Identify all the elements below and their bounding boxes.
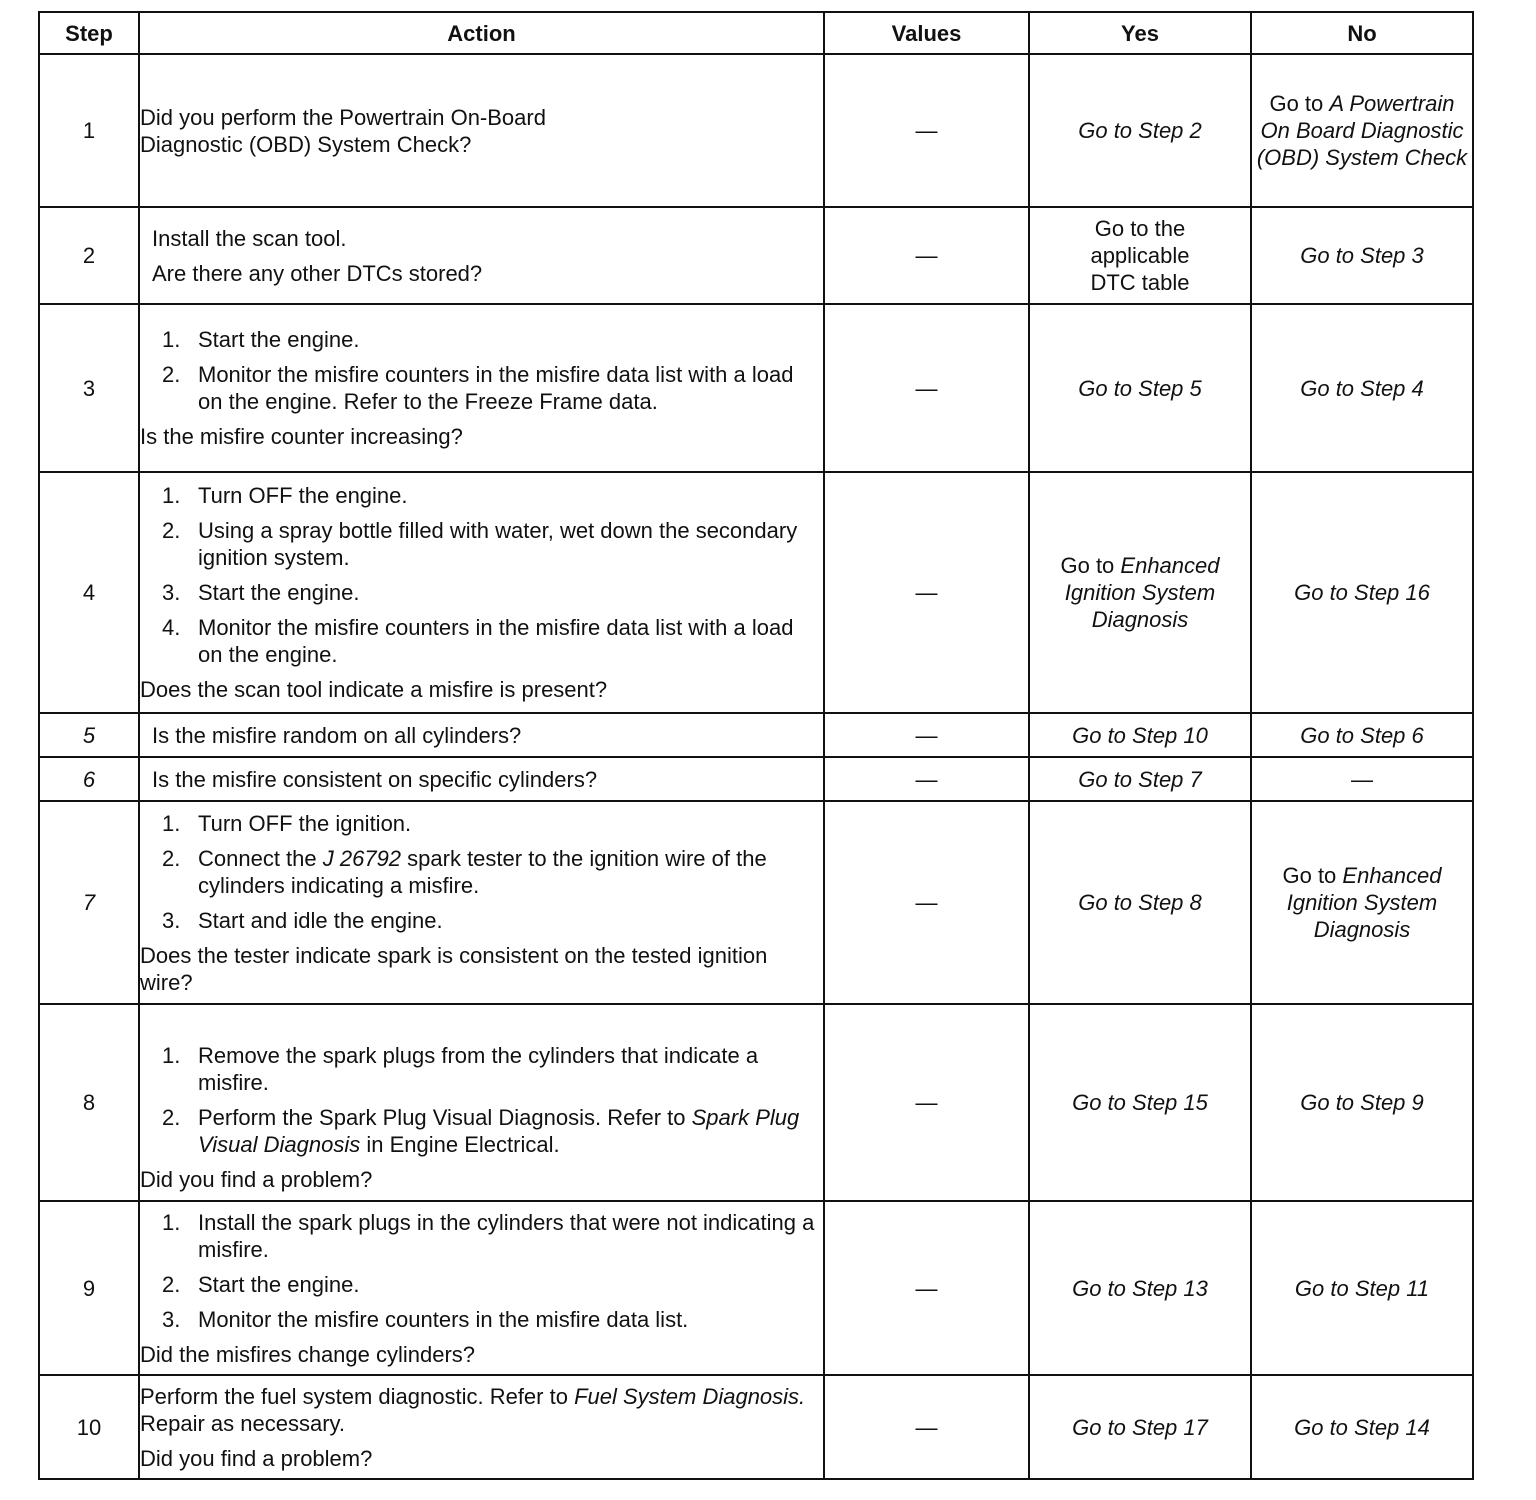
action-step bbox=[140, 1209, 823, 1263]
dash-value: — bbox=[915, 766, 938, 792]
link-ref: A Powertrain On Board Diagnostic (OBD) System Check bbox=[1256, 91, 1468, 170]
table-row bbox=[39, 54, 1473, 207]
action-question: Are there any other DTCs stored? bbox=[152, 260, 483, 286]
action-step bbox=[140, 1306, 823, 1333]
table-row bbox=[39, 757, 1473, 801]
no-link[interactable]: Go to Step 4 bbox=[1300, 375, 1424, 401]
action-question: Did you find a problem? bbox=[140, 1167, 373, 1192]
doc-ref[interactable]: Spark Plug Visual Diagnosis bbox=[198, 1105, 800, 1157]
action-question: Is the misfire counter increasing? bbox=[140, 424, 463, 449]
link-ref: Enhanced Ignition System Diagnosis bbox=[1064, 553, 1220, 632]
yes-link[interactable]: Go to Step 2 bbox=[1078, 118, 1202, 143]
action-cell bbox=[139, 713, 824, 757]
yes-link[interactable]: Go to Step 8 bbox=[1078, 890, 1202, 915]
step-number: 7 bbox=[39, 801, 139, 1004]
action-instruction bbox=[140, 1383, 823, 1437]
link-prefix: Go to bbox=[1269, 91, 1330, 116]
step-index: 3. bbox=[162, 907, 181, 933]
step-index: 1. bbox=[162, 1209, 181, 1235]
values-cell bbox=[824, 304, 1029, 472]
action-steps bbox=[140, 482, 823, 668]
step-index: 4. bbox=[162, 615, 181, 640]
yes-cell bbox=[1029, 1375, 1251, 1479]
instruction-text: Perform the fuel system diagnostic. Refer to bbox=[140, 1383, 575, 1409]
values-cell bbox=[824, 472, 1029, 713]
step-index: 1. bbox=[162, 1043, 181, 1068]
header-values: Values bbox=[824, 12, 1029, 54]
no-link[interactable]: Go to Step 11 bbox=[1294, 1275, 1430, 1301]
yes-link[interactable]: Go to the applicable DTC table bbox=[1090, 216, 1190, 295]
no-link[interactable]: Go to Step 9 bbox=[1300, 1090, 1424, 1115]
tool-name: J 26792 bbox=[322, 845, 402, 871]
dash-value: — bbox=[915, 1275, 938, 1301]
action-step bbox=[140, 579, 823, 606]
step-number: 10 bbox=[39, 1375, 139, 1479]
step-text: Monitor the misfire counters in the misfire data list. bbox=[198, 1306, 689, 1332]
no-cell bbox=[1251, 713, 1473, 757]
instruction-text: Repair as necessary. bbox=[140, 1410, 346, 1436]
step-text: spark tester to the ignition wire of the cylinders indicating a misfire. bbox=[198, 845, 767, 898]
action-step bbox=[140, 482, 823, 509]
link-ref: Enhanced Ignition System Diagnosis bbox=[1286, 863, 1442, 942]
action-question: Did you find a problem? bbox=[140, 1445, 373, 1471]
action-question: Is the misfire consistent on specific cylinders? bbox=[152, 766, 598, 792]
no-link[interactable]: Go to Step 16 bbox=[1294, 580, 1430, 605]
step-text: Turn OFF the engine. bbox=[198, 483, 408, 508]
yes-cell bbox=[1029, 472, 1251, 713]
table-row bbox=[39, 207, 1473, 304]
no-link[interactable]: Go to Step 6 bbox=[1300, 722, 1424, 748]
no-link[interactable] bbox=[1282, 863, 1441, 942]
dash-value: — bbox=[915, 580, 938, 605]
yes-cell bbox=[1029, 757, 1251, 801]
action-step bbox=[140, 517, 823, 571]
yes-cell bbox=[1029, 54, 1251, 207]
no-cell bbox=[1251, 54, 1473, 207]
step-text: Remove the spark plugs from the cylinders that indicate a misfire. bbox=[198, 1043, 759, 1095]
dash-value: — bbox=[915, 1414, 938, 1440]
step-index: 2. bbox=[162, 1105, 181, 1130]
yes-cell bbox=[1029, 1201, 1251, 1375]
yes-link[interactable]: Go to Step 15 bbox=[1072, 1090, 1208, 1115]
no-cell bbox=[1251, 472, 1473, 713]
action-steps bbox=[140, 810, 823, 934]
action-step bbox=[140, 326, 823, 353]
action-cell bbox=[139, 54, 824, 207]
table-row bbox=[39, 304, 1473, 472]
yes-link[interactable]: Go to Step 17 bbox=[1072, 1414, 1208, 1440]
yes-cell bbox=[1029, 207, 1251, 304]
values-cell bbox=[824, 713, 1029, 757]
yes-link[interactable]: Go to Step 10 bbox=[1072, 722, 1208, 748]
step-number: 8 bbox=[39, 1004, 139, 1201]
step-text: Start and idle the engine. bbox=[198, 907, 443, 933]
dash-value: — bbox=[1351, 766, 1373, 792]
action-cell bbox=[139, 304, 824, 472]
step-number: 6 bbox=[39, 757, 139, 801]
action-cell bbox=[139, 757, 824, 801]
values-cell bbox=[824, 757, 1029, 801]
action-step bbox=[140, 1104, 823, 1158]
yes-link[interactable]: Go to Step 13 bbox=[1072, 1275, 1208, 1301]
header-step: Step bbox=[39, 12, 139, 54]
step-text: Start the engine. bbox=[198, 1271, 360, 1297]
action-cell bbox=[139, 207, 824, 304]
action-steps bbox=[140, 326, 823, 415]
step-text: Turn OFF the ignition. bbox=[198, 810, 412, 836]
values-cell bbox=[824, 1201, 1029, 1375]
link-prefix: Go to bbox=[1060, 553, 1121, 578]
step-text: Using a spray bottle filled with water, wet down the secondary ignition system. bbox=[198, 518, 798, 570]
action-question: Is the misfire random on all cylinders? bbox=[152, 722, 522, 748]
no-cell bbox=[1251, 757, 1473, 801]
step-index: 1. bbox=[162, 483, 181, 508]
step-index: 2. bbox=[162, 1271, 181, 1297]
no-cell bbox=[1251, 1004, 1473, 1201]
action-cell bbox=[139, 472, 824, 713]
action-step bbox=[140, 1271, 823, 1298]
action-question: Does the tester indicate spark is consistent on the tested ignition wire? bbox=[140, 942, 768, 995]
action-step bbox=[140, 810, 823, 837]
action-step bbox=[140, 361, 823, 415]
dash-value: — bbox=[915, 1090, 938, 1115]
dash-value: — bbox=[915, 243, 938, 268]
step-number: 5 bbox=[39, 713, 139, 757]
action-step bbox=[140, 614, 823, 668]
step-index: 1. bbox=[162, 810, 181, 836]
values-cell bbox=[824, 54, 1029, 207]
action-cell bbox=[139, 801, 824, 1004]
no-cell bbox=[1251, 1375, 1473, 1479]
step-number: 2 bbox=[39, 207, 139, 304]
action-cell bbox=[139, 1004, 824, 1201]
table-row bbox=[39, 472, 1473, 713]
values-cell bbox=[824, 801, 1029, 1004]
no-cell bbox=[1251, 207, 1473, 304]
yes-link[interactable]: Go to Step 5 bbox=[1078, 375, 1202, 401]
action-cell bbox=[139, 1375, 824, 1479]
step-index: 3. bbox=[162, 580, 181, 605]
step-text: in Engine Electrical. bbox=[360, 1132, 560, 1157]
action-steps bbox=[140, 1042, 823, 1158]
step-index: 3. bbox=[162, 1306, 181, 1332]
step-text: Start the engine. bbox=[198, 327, 360, 352]
dash-value: — bbox=[915, 722, 938, 748]
no-cell bbox=[1251, 1201, 1473, 1375]
step-text: Monitor the misfire counters in the misfire data list with a load on the engine. bbox=[198, 615, 794, 667]
action-instruction: Install the scan tool. bbox=[152, 225, 347, 251]
step-text: Connect the bbox=[198, 845, 323, 871]
step-text: Monitor the misfire counters in the misfire data list with a load on the engine. Refer to the Freeze Frame data. bbox=[198, 362, 794, 414]
action-step bbox=[140, 1042, 823, 1096]
no-cell bbox=[1251, 801, 1473, 1004]
step-index: 2. bbox=[162, 362, 181, 387]
yes-link[interactable] bbox=[1060, 553, 1219, 632]
action-step bbox=[140, 845, 823, 899]
values-cell bbox=[824, 207, 1029, 304]
step-index: 2. bbox=[162, 518, 181, 543]
step-index: 1. bbox=[162, 327, 181, 352]
table-row bbox=[39, 1201, 1473, 1375]
table-row bbox=[39, 1375, 1473, 1479]
action-question: Did the misfires change cylinders? bbox=[140, 1341, 476, 1367]
no-link[interactable]: Go to Step 3 bbox=[1300, 243, 1424, 268]
yes-cell bbox=[1029, 801, 1251, 1004]
step-text: Install the spark plugs in the cylinders that were not indicating a misfire. bbox=[198, 1209, 815, 1262]
action-question: Did you perform the Powertrain On-Board Diagnostic (OBD) System Check? bbox=[140, 104, 546, 157]
yes-cell bbox=[1029, 1004, 1251, 1201]
header-yes: Yes bbox=[1029, 12, 1251, 54]
doc-ref[interactable]: Fuel System Diagnosis. bbox=[574, 1383, 806, 1409]
step-number: 1 bbox=[39, 54, 139, 207]
yes-cell bbox=[1029, 304, 1251, 472]
action-cell bbox=[139, 1201, 824, 1375]
header-row bbox=[39, 12, 1473, 54]
step-number: 3 bbox=[39, 304, 139, 472]
step-text: Perform the Spark Plug Visual Diagnosis. Refer to bbox=[198, 1105, 692, 1130]
action-step bbox=[140, 907, 823, 934]
table-row bbox=[39, 1004, 1473, 1201]
no-link[interactable] bbox=[1257, 91, 1467, 170]
header-no: No bbox=[1251, 12, 1473, 54]
step-number: 9 bbox=[39, 1201, 139, 1375]
no-cell bbox=[1251, 304, 1473, 472]
step-index: 2. bbox=[162, 845, 181, 871]
table-row bbox=[39, 713, 1473, 757]
no-link[interactable]: Go to Step 14 bbox=[1294, 1414, 1430, 1440]
yes-cell bbox=[1029, 713, 1251, 757]
dash-value: — bbox=[915, 375, 938, 401]
values-cell bbox=[824, 1004, 1029, 1201]
header-action: Action bbox=[139, 12, 824, 54]
action-steps bbox=[140, 1209, 823, 1333]
values-cell bbox=[824, 1375, 1029, 1479]
link-prefix: Go to bbox=[1282, 863, 1343, 888]
table-row bbox=[39, 801, 1473, 1004]
diagnostic-table bbox=[38, 11, 1474, 1480]
action-question: Does the scan tool indicate a misfire is present? bbox=[140, 677, 608, 702]
yes-link[interactable]: Go to Step 7 bbox=[1078, 766, 1202, 792]
dash-value: — bbox=[915, 118, 938, 143]
dash-value: — bbox=[915, 890, 938, 915]
step-number: 4 bbox=[39, 472, 139, 713]
step-text: Start the engine. bbox=[198, 580, 360, 605]
